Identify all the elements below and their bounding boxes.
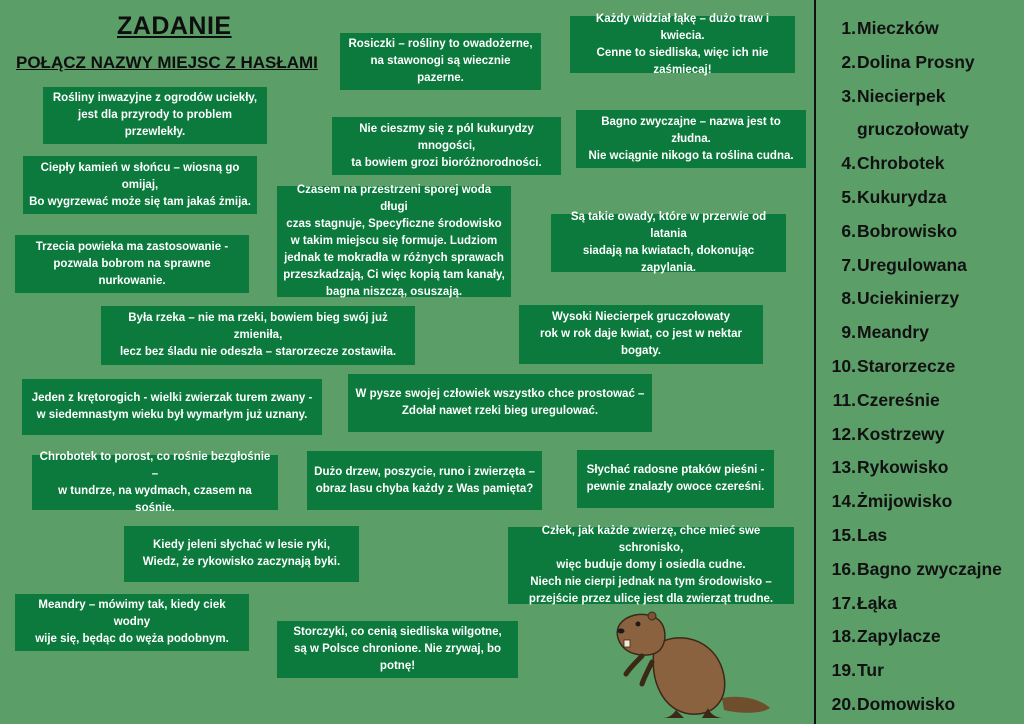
answer-item: 5. Kukurydza [841,186,947,207]
answer-item: 17. Łąka [831,592,897,613]
clue-card: Rośliny inwazyjne z ogrodów uciekły, jest dla przyrody to problem przewlekły. [43,87,267,144]
answer-item: 12. Kostrzewy [831,423,945,444]
answer-item: 11. Czereśnie [832,389,940,410]
clue-card: Słychać radosne ptaków pieśni - pewnie znalazły owoce czereśni. [577,450,774,508]
clue-card: Nie cieszmy się z pól kukurydzy mnogości, ta bowiem grozi bioróżnorodności. [332,117,561,175]
clue-card: Trzecia powieka ma zastosowanie - pozwala bobrom na sprawne nurkowanie. [15,235,249,293]
answer-item: 6. Bobrowisko [841,220,958,241]
answer-item: 16. Bagno zwyczajne [831,558,1002,579]
clue-card: Meandry – mówimy tak, kiedy ciek wodny wije się, będąc do węża podobnym. [15,594,249,651]
answer-item: 20. Domowisko [831,693,956,714]
clue-card: Jeden z krętorogich - wielki zwierzak turem zwany - w siedemnastym wieku był wymarłym już uznany. [22,379,322,435]
clue-card: W pysze swojej człowiek wszystko chce prostować – Zdołał nawet rzeki bieg uregulować. [348,374,652,432]
task-subtitle: POŁĄCZ NAZWY MIEJSC Z HASŁAMI [16,53,318,72]
beaver-illustration [612,610,772,720]
answer-item: 10. Starorzecze [831,355,956,376]
clue-card: Ciepły kamień w słońcu – wiosną go omijaj, Bo wygrzewać może się tam jakaś żmija. [23,156,257,214]
clue-card: Dużo drzew, poszycie, runo i zwierzęta – obraz lasu chyba każdy z Was pamięta? [307,451,542,510]
clue-card: Była rzeka – nie ma rzeki, bowiem bieg swój już zmieniła, lecz bez śladu nie odeszła – starorzecze zostawiła. [101,306,415,365]
answer-item: 13. Rykowisko [831,457,949,478]
answer-item: 15. Las [831,524,888,545]
answer-list [826,12,1022,722]
clue-card: Wysoki Niecierpek gruczołowaty rok w rok daje kwiat, co jest w nektar bogaty. [519,305,763,364]
clue-card: Kiedy jeleni słychać w lesie ryki, Wiedz, że rykowisko zaczynają byki. [124,526,359,582]
answer-item: 1. Mieczków [841,18,939,38]
answer-item: 9. Meandry [841,322,929,343]
clue-card: Rosiczki – rośliny to owadożerne, na stawonogi są wiecznie pazerne. [340,33,541,90]
clue-card: Człek, jak każde zwierzę, chce mieć swe schronisko, więc buduje domy i osiedla cudne. Niech nie cierpi jednak na tym środowisko – przejście przez ulicę jest dla zwierząt trudne. [508,527,794,604]
answer-item: 2. Dolina Prosny [841,51,975,72]
answer-item: gruczołowaty [857,119,969,140]
clue-card: Każdy widział łąkę – dużo traw i kwiecia. Cenne to siedliska, więc ich nie zaśmiecaj! [570,16,795,73]
answer-item: 14. Żmijowisko [831,491,953,512]
clue-card: Storczyki, co cenią siedliska wilgotne, są w Polsce chronione. Nie zrywaj, bo potnę! [277,621,518,678]
clue-card: Bagno zwyczajne – nazwa jest to złudna. Nie wciągnie nikogo ta roślina cudna. [576,110,806,168]
clue-card: Czasem na przestrzeni sporej woda długi czas stagnuje, Specyficzne środowisko w takim miejscu się formuje. Ludziom jednak te mokradła w różnych sprawach przeszkadzają, Ci więc kopią tam kanały, bagna niszczą, osuszają. [277,186,511,297]
answer-item: 18. Zapylacze [831,626,941,647]
answer-item: 4. Chrobotek [841,153,945,174]
clue-card: Chrobotek to porost, co rośnie bezgłośnie – w tundrze, na wydmach, czasem na sośnie. [32,455,278,510]
answer-item: 8. Uciekinierzy [841,288,960,309]
answer-item: 3. Niecierpek [841,85,946,106]
task-title: ZADANIE [117,12,232,40]
answer-item: 7. Uregulowana [841,254,967,275]
vertical-divider [814,0,816,724]
clue-card: Są takie owady, które w przerwie od latania siadają na kwiatach, dokonując zapylania. [551,214,786,272]
answer-item: 19. Tur [831,660,884,681]
